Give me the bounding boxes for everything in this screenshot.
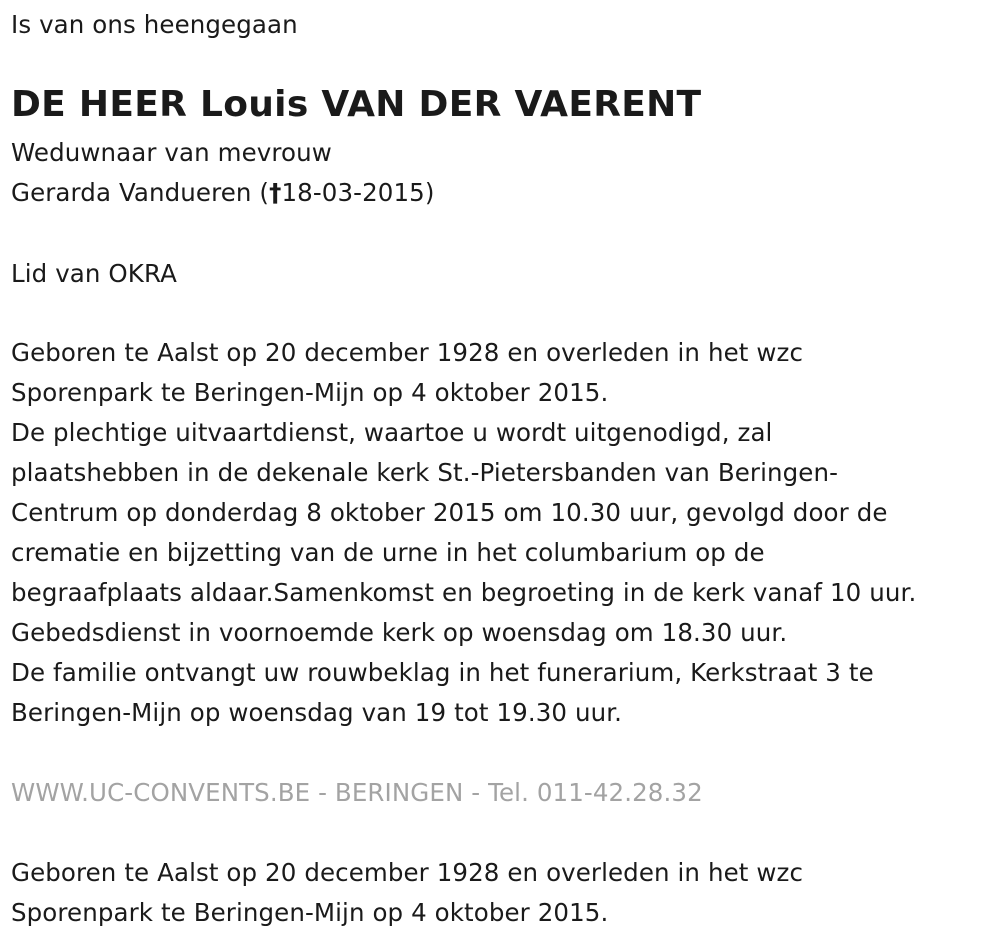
details-line: begraafplaats aldaar.Samenkomst en begroeting in de kerk vanaf 10 uur. — [11, 578, 917, 607]
widower-line-2 — [11, 173, 434, 213]
details-line: Gebedsdienst in voornoemde kerk op woensdag om 18.30 uur. — [11, 618, 788, 647]
widower-line-2-text: Gerarda Vandueren ( — [11, 178, 270, 207]
contact-block — [11, 773, 703, 813]
repeat-line: Geboren te Aalst op 20 december 1928 en overleden in het wzc — [11, 858, 804, 887]
widower-death-date: 18-03-2015) — [281, 178, 435, 207]
membership-text: Lid van OKRA — [11, 259, 177, 288]
cross-icon: † — [269, 178, 282, 207]
details-line: plaatshebben in de dekenale kerk St.-Pietersbanden van Beringen- — [11, 458, 839, 487]
repeat-line: Sporenpark te Beringen-Mijn op 4 oktober 2015. — [11, 898, 609, 927]
funeral-home-contact: WWW.UC-CONVENTS.BE - BERINGEN - Tel. 011-42.28.32 — [11, 778, 703, 807]
details-line: De plechtige uitvaartdienst, waartoe u wordt uitgenodigd, zal — [11, 418, 773, 447]
funeral-details-block — [11, 333, 916, 733]
widower-line-1: Weduwnaar van mevrouw — [11, 138, 332, 167]
details-line: Beringen-Mijn op woensdag van 19 tot 19.30 uur. — [11, 698, 623, 727]
widower-block — [11, 133, 434, 213]
details-line: Geboren te Aalst op 20 december 1928 en overleden in het wzc — [11, 338, 804, 367]
details-line: De familie ontvangt uw rouwbeklag in het funerarium, Kerkstraat 3 te — [11, 658, 874, 687]
membership-block — [11, 254, 177, 294]
details-line: Centrum op donderdag 8 oktober 2015 om 10.30 uur, gevolgd door de — [11, 498, 888, 527]
details-line: Sporenpark te Beringen-Mijn op 4 oktober 2015. — [11, 378, 609, 407]
deceased-name: DE HEER Louis VAN DER VAERENT — [11, 84, 702, 125]
intro-text: Is van ons heengegaan — [11, 10, 298, 39]
repeat-block — [11, 853, 803, 933]
details-line: crematie en bijzetting van de urne in het columbarium op de — [11, 538, 765, 567]
